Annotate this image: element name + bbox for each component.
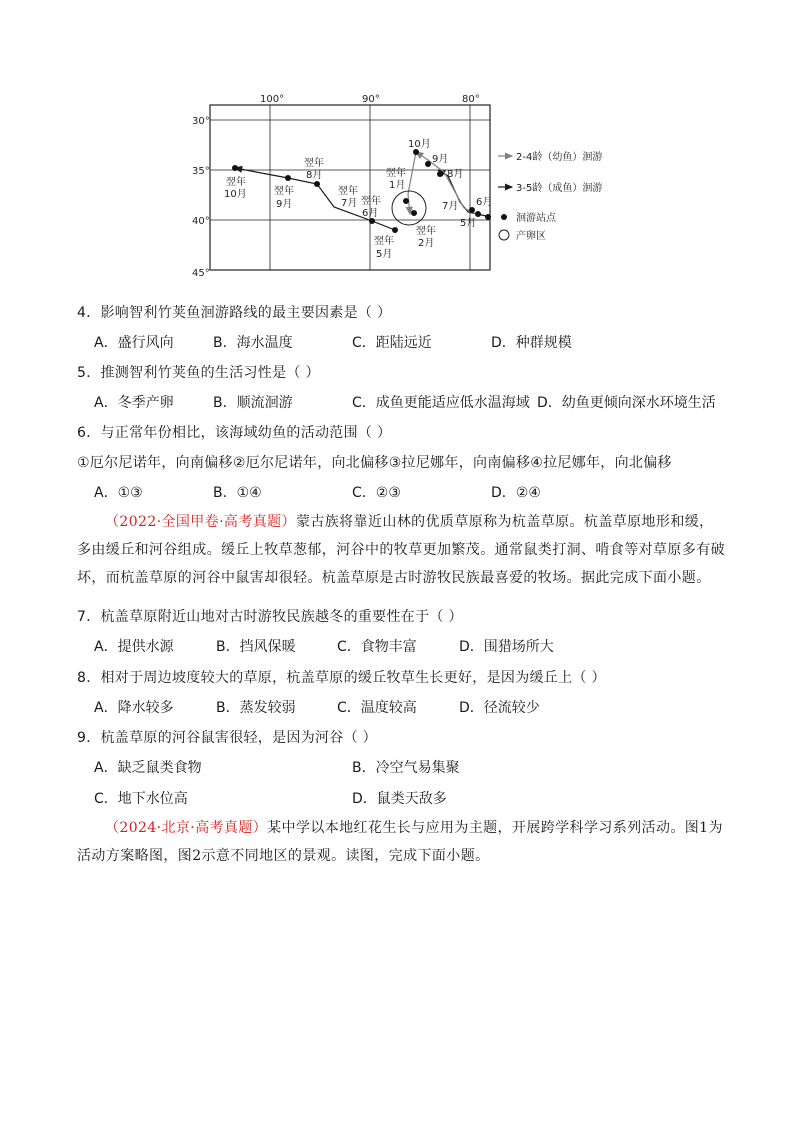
passage-2024 xyxy=(77,814,727,870)
q5-option-b[interactable]: B．顺流洄游 xyxy=(213,395,293,411)
label-y6-a: 翌年 xyxy=(361,196,381,207)
label-y5-b: 5月 xyxy=(376,249,393,260)
question-8-stem: 8．相对于周边坡度较大的草原，杭盖草原的缓丘牧草生长更好，是因为缓丘上（ ） xyxy=(77,670,606,686)
label-y10-b: 10月 xyxy=(224,189,247,200)
passage-2022-source: （2022·全国甲卷·高考真题） xyxy=(105,514,296,530)
lon-label-80: 80° xyxy=(462,94,480,105)
lat-label-40: 40° xyxy=(192,216,210,227)
label-m7: 7月 xyxy=(442,201,459,212)
q7-option-a[interactable]: A．提供水源 xyxy=(94,639,174,655)
question-7-stem: 7．杭盖草原附近山地对古时游牧民族越冬的重要性在于（ ） xyxy=(77,609,463,625)
label-y8-a: 翌年 xyxy=(304,158,324,169)
label-y2-a: 翌年 xyxy=(416,226,436,237)
map-legend xyxy=(498,150,602,242)
migration-map xyxy=(190,90,603,280)
label-y9-b: 9月 xyxy=(276,199,293,210)
lon-label-100: 100° xyxy=(260,94,285,105)
q4-option-a[interactable]: A．盛行风向 xyxy=(94,335,174,351)
label-m6: 6月 xyxy=(476,197,493,208)
q7-option-b[interactable]: B．挡风保暖 xyxy=(216,639,296,655)
q8-option-c[interactable]: C．温度较高 xyxy=(337,700,417,716)
legend-spawning: 产卵区 xyxy=(516,231,546,242)
passage-2022 xyxy=(77,508,727,592)
label-m9: 9月 xyxy=(432,154,449,165)
q5-option-d[interactable]: D．幼鱼更倾向深水环境生活 xyxy=(537,395,716,411)
label-y6-b: 6月 xyxy=(362,208,379,219)
question-4-stem: 4．影响智利竹荚鱼洄游路线的最主要因素是（ ） xyxy=(77,305,392,321)
label-m10: 10月 xyxy=(408,139,431,150)
label-y7-b: 7月 xyxy=(341,198,358,209)
lat-label-30: 30° xyxy=(192,116,210,127)
q4-option-b[interactable]: B．海水温度 xyxy=(213,335,293,351)
legend-adult: 3-5龄（成鱼）洄游 xyxy=(516,183,603,194)
lat-label-35: 35° xyxy=(192,166,210,177)
passage-2022-text: 蒙古族将靠近山林的优质草原称为杭盖草原。杭盖草原地形和缓，多由缓丘和河谷组成。缓丘上牧草葱郁，河谷中的牧草更加繁茂。通常鼠类打洞、啃食等对草原多有破坏，而杭盖草原的河谷中鼠害却很轻。杭盖草原是古时游牧民族最喜爱的牧场。据此完成下面小题。 xyxy=(77,514,725,586)
passage-2024-text: 某中学以本地红花生长与应用为主题，开展跨学科学习系列活动。图1为活动方案略图，图2示意不同地区的景观。读图，完成下面小题。 xyxy=(77,820,723,864)
q9-option-c[interactable]: C．地下水位高 xyxy=(94,791,188,807)
q6-option-b[interactable]: B．①④ xyxy=(213,485,262,501)
label-m8: 8月 xyxy=(447,169,464,180)
label-y8-b: 8月 xyxy=(306,170,323,181)
label-y1-b: 1月 xyxy=(389,180,406,191)
lon-label-90: 90° xyxy=(362,94,380,105)
label-y7-a: 翌年 xyxy=(338,186,358,197)
label-y9-a: 翌年 xyxy=(274,186,294,197)
q8-option-b[interactable]: B．蒸发较弱 xyxy=(216,700,296,716)
q4-option-d[interactable]: D．种群规模 xyxy=(491,335,572,351)
question-6-statements: ①厄尔尼诺年，向南偏移②厄尔尼诺年，向北偏移③拉尼娜年，向南偏移④拉尼娜年，向北偏移 xyxy=(77,455,672,471)
q5-option-c[interactable]: C．成鱼更能适应低水温海域 xyxy=(352,395,530,411)
question-5-stem: 5．推测智利竹荚鱼的生活习性是（ ） xyxy=(77,365,320,381)
label-y10-a: 翌年 xyxy=(226,177,246,188)
label-y5-a: 翌年 xyxy=(374,236,394,247)
label-y2-b: 2月 xyxy=(418,238,435,249)
q9-option-b[interactable]: B．冷空气易集聚 xyxy=(352,760,460,776)
question-6-stem: 6．与正常年份相比，该海域幼鱼的活动范围（ ） xyxy=(77,425,392,441)
q8-option-d[interactable]: D．径流较少 xyxy=(459,700,540,716)
lat-label-45: 45° xyxy=(192,268,210,279)
q5-option-a[interactable]: A．冬季产卵 xyxy=(94,395,174,411)
q9-option-a[interactable]: A．缺乏鼠类食物 xyxy=(94,760,202,776)
legend-juvenile: 2-4龄（幼鱼）洄游 xyxy=(516,152,603,163)
q6-option-c[interactable]: C．②③ xyxy=(352,485,401,501)
question-9-stem: 9．杭盖草原的河谷鼠害很轻，是因为河谷（ ） xyxy=(77,730,377,746)
juvenile-route-south xyxy=(408,152,416,214)
q9-option-d[interactable]: D．鼠类天敌多 xyxy=(352,791,447,807)
q6-option-a[interactable]: A．①③ xyxy=(94,485,143,501)
q8-option-a[interactable]: A．降水较多 xyxy=(94,700,174,716)
q7-option-d[interactable]: D．围猎场所大 xyxy=(459,639,554,655)
q7-option-c[interactable]: C．食物丰富 xyxy=(337,639,417,655)
q4-option-c[interactable]: C．距陆远近 xyxy=(352,335,432,351)
q6-option-d[interactable]: D．②④ xyxy=(491,485,541,501)
label-y1-a: 翌年 xyxy=(386,168,406,179)
passage-2024-source: （2024·北京·高考真题） xyxy=(105,820,268,836)
label-m5: 5月 xyxy=(460,218,477,229)
legend-station: 洄游站点 xyxy=(516,213,556,224)
